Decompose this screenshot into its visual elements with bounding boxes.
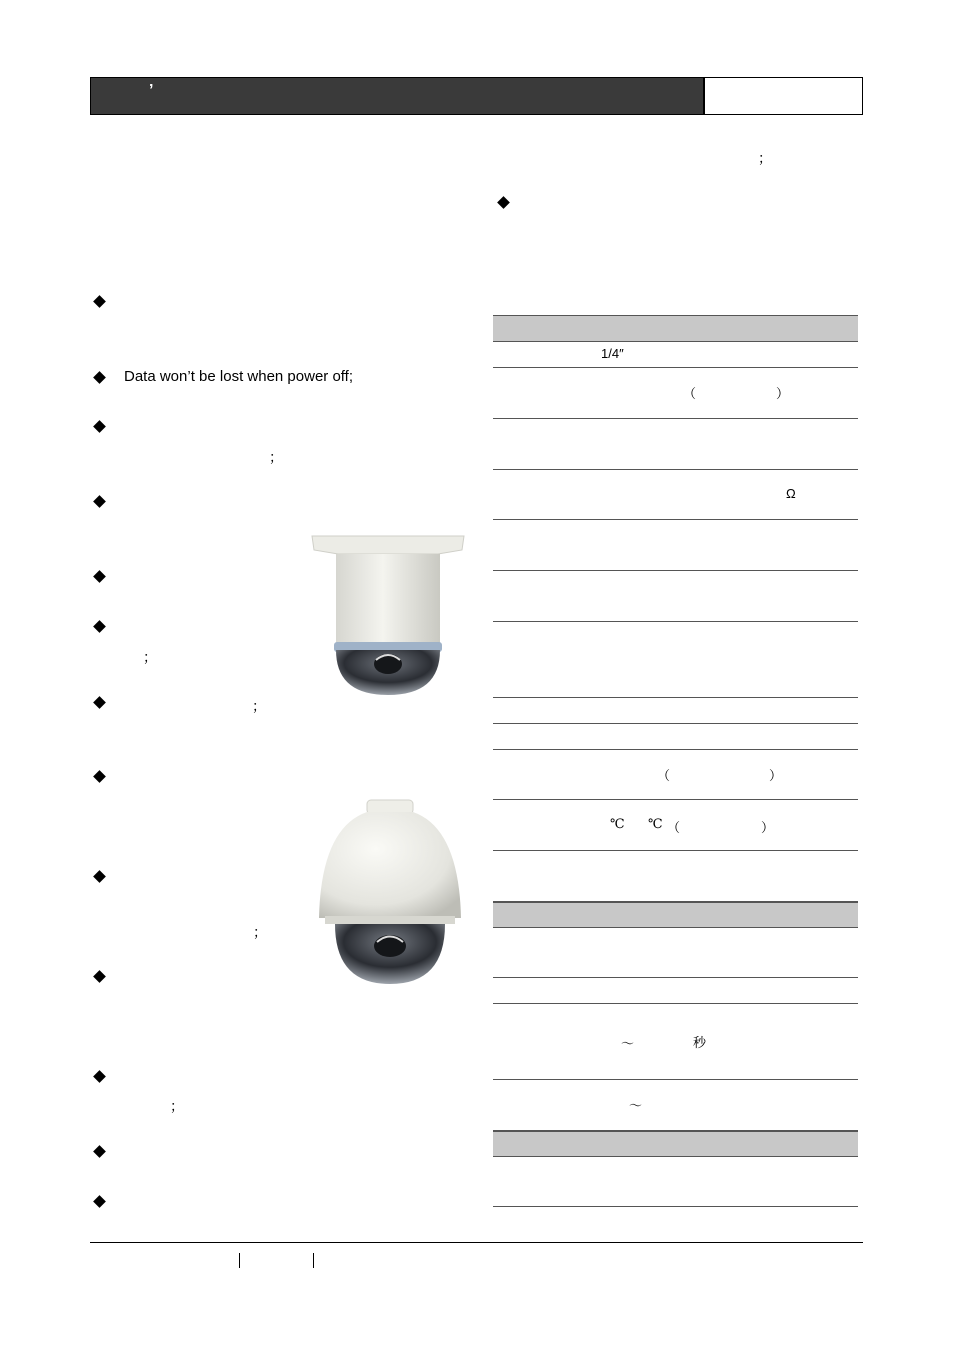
bullet-diamond-icon (93, 970, 106, 983)
bullet-diamond-icon (93, 371, 106, 384)
bullet-diamond-icon (93, 1195, 106, 1208)
bullet-diamond-icon (93, 570, 106, 583)
spec-tilde: ～ (621, 1037, 635, 1052)
spec-paren-open: （ (667, 821, 681, 836)
footer-separator (313, 1253, 314, 1268)
spec-paren-open: （ (657, 769, 671, 784)
spec-celsius: ℃ (610, 817, 625, 832)
right-top-semicolon: ； (758, 150, 772, 166)
footer-rule (90, 1242, 863, 1243)
spec-ohm: Ω (786, 486, 796, 501)
spec-paren-open: （ (683, 387, 697, 402)
spec-paren-close: ） (761, 821, 775, 836)
spec-section-header (493, 315, 858, 342)
bullet-semicolon: ； (170, 1098, 184, 1114)
spec-value: 1/4″ (601, 346, 624, 361)
bullet-diamond-icon (497, 196, 510, 209)
spec-row (493, 571, 858, 622)
header-page-box (704, 77, 863, 115)
spec-section-header (493, 1131, 858, 1157)
spec-row (493, 520, 858, 571)
footer-separator (239, 1253, 240, 1268)
bullet-diamond-icon (93, 1070, 106, 1083)
spec-row (493, 1004, 858, 1080)
bullet-diamond-icon (93, 770, 106, 783)
spec-row (493, 928, 858, 978)
bullet-diamond-icon (93, 495, 106, 508)
spec-row (493, 800, 858, 851)
spec-row (493, 698, 858, 724)
spec-row (493, 1157, 858, 1207)
spec-row (493, 978, 858, 1004)
spec-paren-close: ） (776, 387, 790, 402)
bullet-semicolon: ； (253, 924, 267, 940)
spec-row (493, 470, 858, 520)
spec-row (493, 342, 858, 368)
header-bar (90, 77, 704, 115)
spec-section-header (493, 902, 858, 928)
bullet-diamond-icon (93, 620, 106, 633)
bullet-diamond-icon (93, 1145, 106, 1158)
spec-row (493, 622, 858, 698)
spec-seconds: 秒 (693, 1036, 707, 1051)
bullet-text-data-retention: Data won’t be lost when power off; (124, 368, 354, 385)
spec-row (493, 724, 858, 750)
bullet-diamond-icon (93, 696, 106, 709)
spec-row (493, 419, 858, 470)
spec-row (493, 1080, 858, 1131)
outdoor-dome-camera-image (315, 798, 465, 986)
spec-paren-close: ） (769, 769, 783, 784)
header-mark: ’ (149, 82, 154, 99)
bullet-semicolon: ； (143, 649, 157, 665)
bullet-diamond-icon (93, 870, 106, 883)
bullet-semicolon: ； (269, 449, 283, 465)
bullet-diamond-icon (93, 295, 106, 308)
spec-row (493, 368, 858, 419)
spec-tilde: ～ (629, 1099, 643, 1114)
spec-row (493, 750, 858, 800)
bullet-semicolon: ； (252, 698, 266, 714)
bullet-diamond-icon (93, 420, 106, 433)
spec-celsius: ℃ (648, 817, 663, 832)
spec-row (493, 851, 858, 902)
pendant-dome-camera-image (308, 532, 468, 697)
